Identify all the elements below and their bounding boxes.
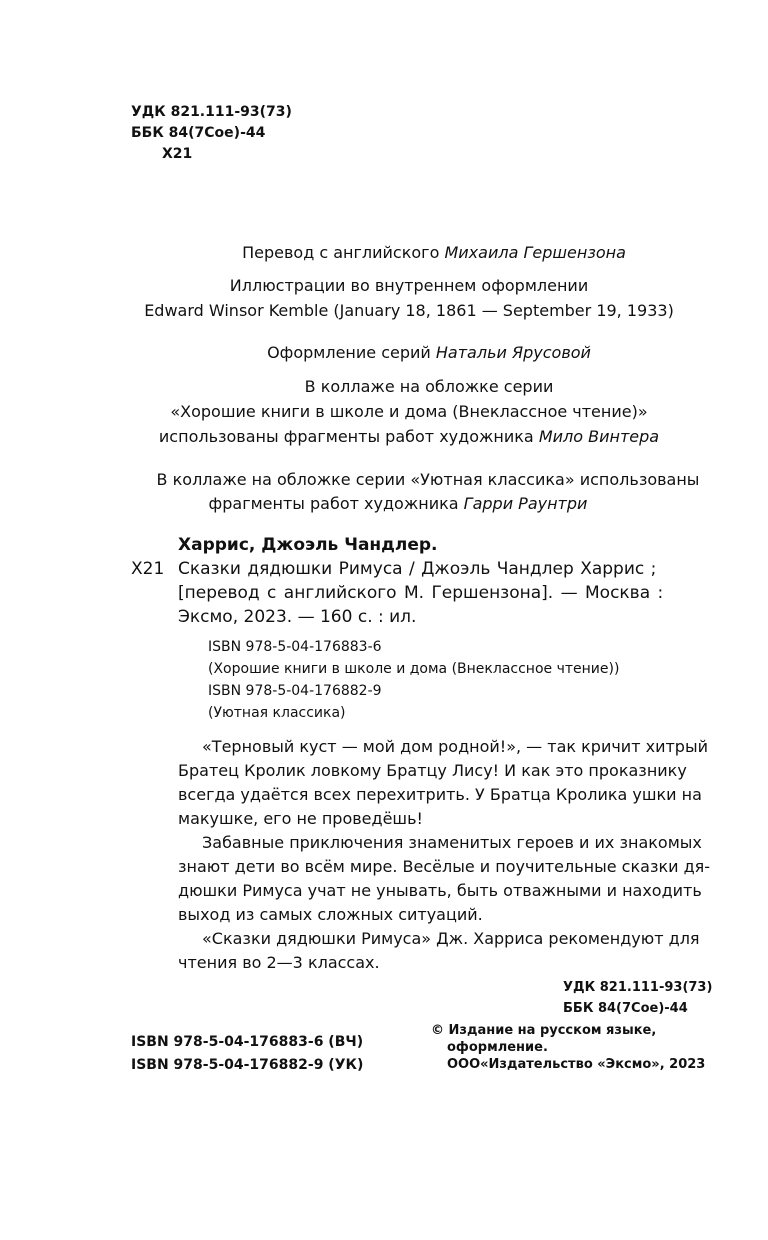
collage2-artist: Гарри Раунтри xyxy=(463,494,588,513)
collage2-line2 xyxy=(0,494,768,513)
annotation-p2-l3: дюшки Римуса учат не унывать, быть отважными и находить xyxy=(178,881,702,900)
annotation-p2-l2: знают дети во всём мире. Весёлые и поучительные сказки дя- xyxy=(178,857,711,876)
collage1-prefix: использованы фрагменты работ художника xyxy=(158,427,539,446)
author-mark-top: Х21 xyxy=(162,146,193,162)
copyright-line2: оформление. xyxy=(447,1040,548,1055)
footer-isbn2: ISBN 978-5-04-176882-9 (УК) xyxy=(131,1057,364,1073)
collage1-artist: Мило Винтера xyxy=(538,427,660,446)
catalog-line1 xyxy=(178,559,690,579)
annotation-p3-l1: «Сказки дядюшки Римуса» Дж. Харриса рекомендуют для xyxy=(202,929,700,948)
catalog-mark: Х21 xyxy=(131,559,165,579)
catalog-line2: [перевод с английского М. Гершензона]. — Москва : xyxy=(178,583,664,603)
annotation-p1-l2: Братец Кролик ловкому Братцу Лису! И как это проказнику xyxy=(178,761,687,780)
annotation-p3-l2: чтения во 2—3 классах. xyxy=(178,953,380,972)
catalog-series2: (Уютная классика) xyxy=(208,705,346,721)
copyright-line3: ООО«Издательство «Эксмо», 2023 xyxy=(447,1057,706,1072)
design-credit xyxy=(0,343,768,362)
translator-name: Михаила Гершензона xyxy=(444,243,626,262)
catalog-line1-text: Сказки дядюшки Римуса / Джоэль Чандлер Харрис ; xyxy=(178,559,657,579)
udk-code-bottom: УДК 821.111-93(73) xyxy=(563,980,713,995)
catalog-series1: (Хорошие книги в школе и дома (Внеклассное чтение)) xyxy=(208,661,620,677)
illustrations-line2: Edward Winsor Kemble (January 18, 1861 — September 19, 1933) xyxy=(144,301,674,320)
annotation-p2-l4: выход из самых сложных ситуаций. xyxy=(178,905,483,924)
designer-name: Натальи Ярусовой xyxy=(435,343,591,362)
bbk-code-top: ББК 84(7Сое)-44 xyxy=(131,125,266,141)
catalog-author-heading: Харрис, Джоэль Чандлер. xyxy=(178,535,438,555)
catalog-isbn2: ISBN 978-5-04-176882-9 xyxy=(208,683,382,699)
collage1-line2: «Хорошие книги в школе и дома (Внеклассное чтение)» xyxy=(170,402,648,421)
copyright-line1: © Издание на русском языке, xyxy=(431,1023,657,1038)
collage2-line1: В коллаже на обложке серии «Уютная классика» использованы xyxy=(156,470,700,489)
catalog-isbn1: ISBN 978-5-04-176883-6 xyxy=(208,639,382,655)
translation-credit xyxy=(0,243,768,262)
annotation-p1-l3: всегда удаётся всех перехитрить. У Братца Кролика ушки на xyxy=(178,785,702,804)
footer-isbn1: ISBN 978-5-04-176883-6 (ВЧ) xyxy=(131,1034,364,1050)
illustrations-line1: Иллюстрации во внутреннем оформлении xyxy=(229,276,589,295)
collage1-line3 xyxy=(0,427,768,446)
annotation-p2-l1: Забавные приключения знаменитых героев и их знакомых xyxy=(202,833,702,852)
bbk-code-bottom: ББК 84(7Сое)-44 xyxy=(563,1001,688,1016)
collage1-line1: В коллаже на обложке серии xyxy=(304,377,554,396)
translation-prefix: Перевод с английского xyxy=(242,243,445,262)
design-prefix: Оформление серий xyxy=(267,343,436,362)
annotation-p1-l1: «Терновый куст — мой дом родной!», — так кричит хитрый xyxy=(202,737,708,756)
catalog-line3: Эксмо, 2023. — 160 с. : ил. xyxy=(178,607,417,627)
udk-code-top: УДК 821.111-93(73) xyxy=(131,104,292,120)
annotation-p1-l4: макушке, его не проведёшь! xyxy=(178,809,423,828)
collage2-prefix: фрагменты работ художника xyxy=(208,494,464,513)
